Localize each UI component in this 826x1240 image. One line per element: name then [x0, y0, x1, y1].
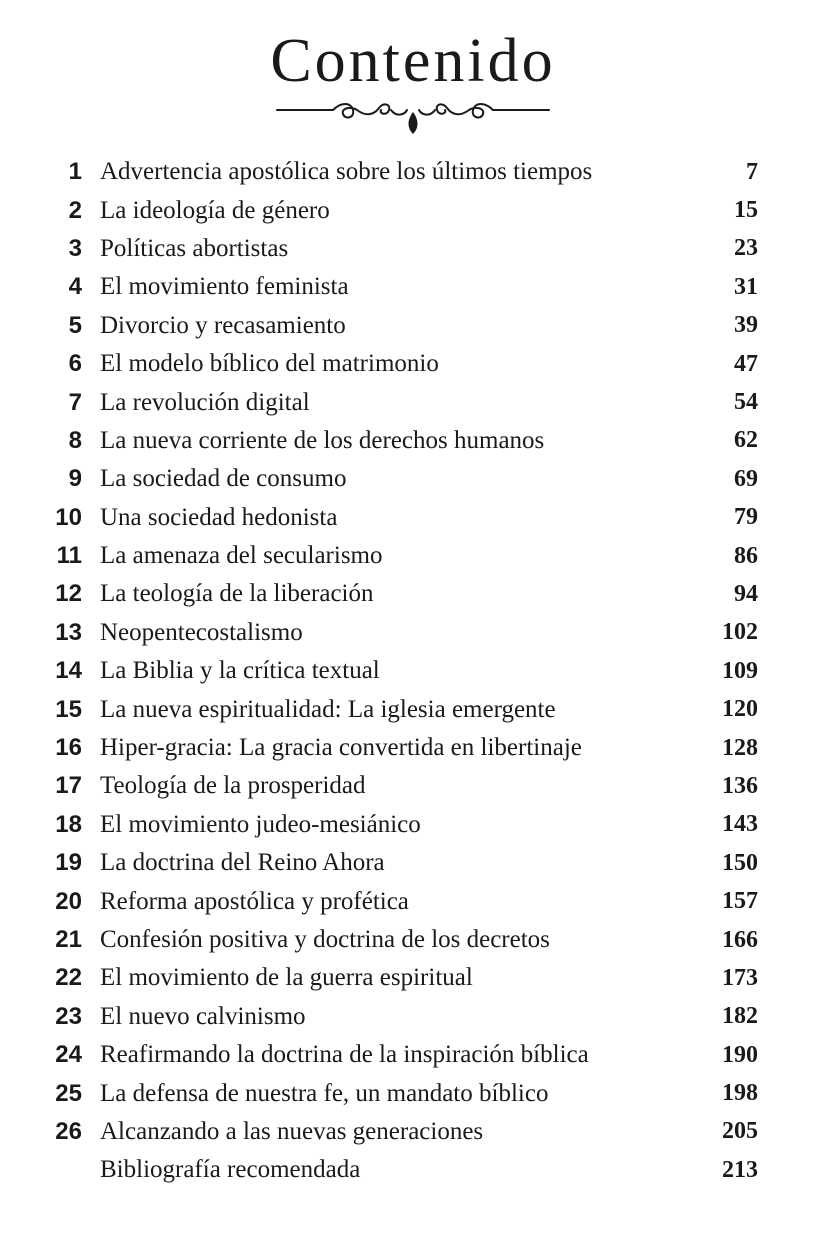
page-number: 23: [734, 235, 758, 262]
toc-entry: [0, 422, 826, 460]
page-number: 69: [734, 465, 758, 492]
toc-entry: [0, 1036, 826, 1074]
page-number: 128: [722, 734, 758, 761]
chapter-number: 24: [55, 1041, 82, 1069]
chapter-title: La amenaza del secularismo: [100, 542, 383, 570]
chapter-title: Divorcio y recasamiento: [100, 311, 346, 339]
chapter-title: El nuevo calvinismo: [100, 1002, 306, 1030]
chapter-number: 12: [55, 580, 82, 608]
chapter-title: Bibliografía recomendada: [100, 1156, 361, 1184]
chapter-number: 5: [68, 311, 82, 339]
chapter-title: Alcanzando a las nuevas generaciones: [100, 1117, 484, 1145]
toc-entry: [0, 1074, 826, 1112]
page-number: 31: [734, 273, 758, 300]
page-number: 39: [734, 312, 758, 339]
chapter-title: La doctrina del Reino Ahora: [100, 849, 385, 877]
chapter-number: 9: [68, 465, 82, 493]
toc-entry: [0, 844, 826, 882]
toc-entry: [0, 998, 826, 1036]
chapter-title: Una sociedad hedonista: [100, 503, 338, 531]
toc-entry: [0, 959, 826, 997]
toc-entry: [0, 499, 826, 537]
chapter-title: Reforma apostólica y profética: [100, 887, 409, 915]
page-number: 86: [734, 542, 758, 569]
toc-entry: [0, 806, 826, 844]
page-number: 136: [722, 772, 758, 799]
chapter-number: 14: [55, 657, 82, 685]
page-number: 173: [722, 964, 758, 991]
chapter-number: 6: [68, 350, 82, 378]
flourish-ornament-icon: [273, 98, 553, 142]
chapter-title: El modelo bíblico del matrimonio: [100, 350, 439, 378]
toc-entry: [0, 307, 826, 345]
page-number: 157: [722, 888, 758, 915]
page-number: 166: [722, 926, 758, 953]
chapter-title: La teología de la liberación: [100, 580, 374, 608]
chapter-number: 13: [55, 618, 82, 646]
toc-entry: [0, 153, 826, 191]
toc-entry: [0, 537, 826, 575]
page-number: 47: [734, 350, 758, 377]
chapter-number: 15: [55, 695, 82, 723]
toc-entry: [0, 460, 826, 498]
chapter-number: 26: [55, 1117, 82, 1145]
chapter-number: 10: [55, 503, 82, 531]
page-number: 62: [734, 427, 758, 454]
page-number: 182: [722, 1003, 758, 1030]
chapter-number: 25: [55, 1079, 82, 1107]
page-number: 79: [734, 504, 758, 531]
toc-entry: [0, 921, 826, 959]
page-number: 7: [746, 158, 758, 185]
toc-entry: [0, 268, 826, 306]
toc-entry: [0, 1113, 826, 1151]
chapter-number: 22: [55, 964, 82, 992]
chapter-number: 8: [68, 426, 82, 454]
chapter-title: Advertencia apostólica sobre los últimos tiempos: [100, 158, 593, 186]
chapter-title: La sociedad de consumo: [100, 465, 347, 493]
page-number: 198: [722, 1080, 758, 1107]
page-number: 54: [734, 389, 758, 416]
chapter-number: 20: [55, 887, 82, 915]
toc-entry: [0, 767, 826, 805]
chapter-number: 17: [55, 772, 82, 800]
chapter-number: 18: [55, 810, 82, 838]
chapter-title: El movimiento feminista: [100, 273, 349, 301]
chapter-title: Hiper-gracia: La gracia convertida en libertinaje: [100, 734, 582, 762]
page-number: 205: [722, 1118, 758, 1145]
chapter-number: 7: [68, 388, 82, 416]
page-title: Contenido: [270, 27, 556, 95]
chapter-title: Confesión positiva y doctrina de los decretos: [100, 926, 550, 953]
chapter-title: Neopentecostalismo: [100, 618, 303, 646]
toc-entry: [0, 230, 826, 268]
toc-entry: [0, 191, 826, 229]
chapter-title: El movimiento judeo-mesiánico: [100, 810, 421, 838]
chapter-title: El movimiento de la guerra espiritual: [100, 964, 473, 992]
chapter-number: 19: [55, 849, 82, 877]
chapter-title: Reafirmando la doctrina de la inspiración bíblica: [100, 1041, 589, 1069]
chapter-title: Teología de la prosperidad: [100, 772, 366, 800]
page-number: 94: [734, 580, 758, 607]
chapter-title: La revolución digital: [100, 388, 310, 416]
chapter-title: La nueva espiritualidad: La iglesia emergente: [100, 695, 556, 723]
chapter-number: 16: [55, 734, 82, 762]
toc-entry: [0, 345, 826, 383]
toc-entry: [0, 575, 826, 613]
toc-entry: [0, 383, 826, 421]
toc-entry: [0, 882, 826, 920]
toc-entry: [0, 690, 826, 728]
page-number: 15: [734, 197, 758, 224]
chapter-number: 3: [68, 234, 82, 262]
page-number: 190: [722, 1041, 758, 1068]
chapter-number: 11: [56, 542, 82, 570]
chapter-title: La ideología de género: [100, 196, 330, 224]
chapter-title: La Biblia y la crítica textual: [100, 657, 380, 685]
table-of-contents: [0, 153, 826, 1190]
toc-entry: [0, 614, 826, 652]
toc-entry: [0, 729, 826, 767]
page-number: 109: [722, 657, 758, 684]
toc-entry: [0, 1151, 826, 1189]
chapter-number: 2: [68, 196, 82, 224]
chapter-number: 4: [68, 273, 82, 301]
toc-entry: [0, 652, 826, 690]
chapter-title: La nueva corriente de los derechos humanos: [100, 426, 545, 454]
chapter-number: 1: [68, 158, 82, 186]
chapter-number: 23: [55, 1002, 82, 1030]
page-number: 102: [722, 619, 758, 646]
page-number: 150: [722, 849, 758, 876]
chapter-title: La defensa de nuestra fe, un mandato bíblico: [100, 1079, 549, 1107]
page-number: 213: [722, 1156, 758, 1183]
chapter-number: 21: [55, 926, 82, 953]
chapter-title: Políticas abortistas: [100, 234, 289, 262]
page-number: 120: [722, 696, 758, 723]
page-number: 143: [722, 811, 758, 838]
